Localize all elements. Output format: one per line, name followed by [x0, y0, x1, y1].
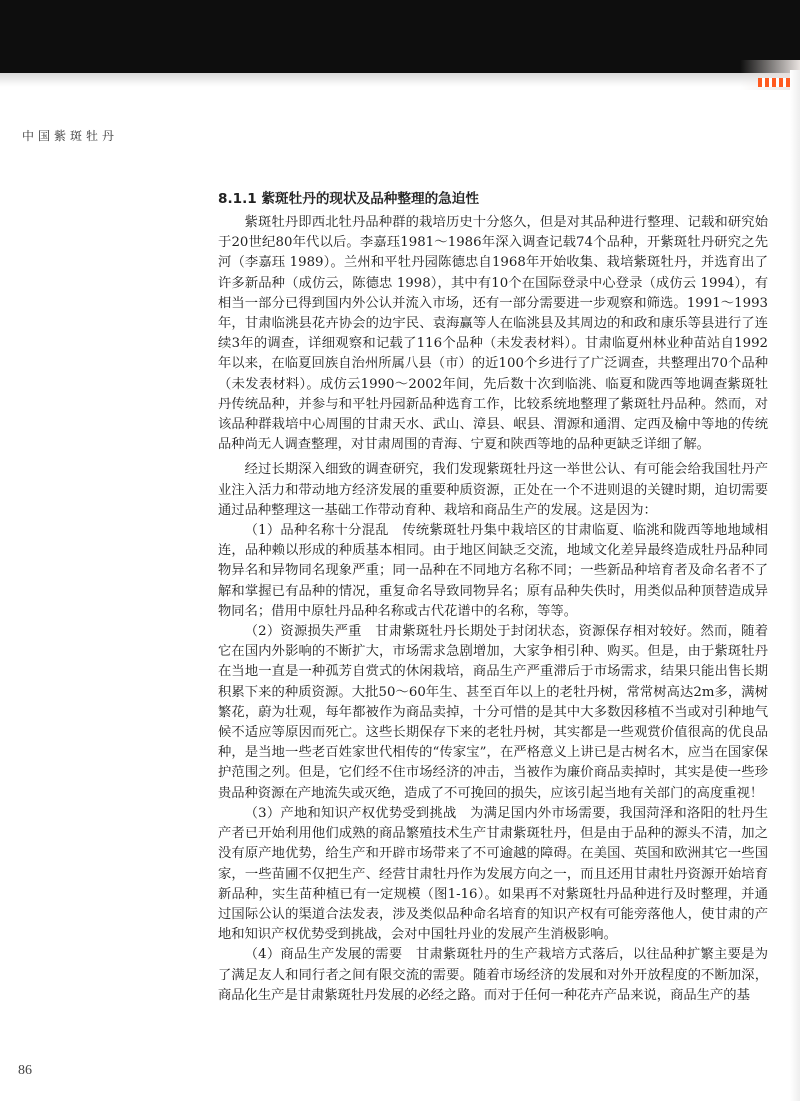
paragraph-3: （1）品种名称十分混乱 传统紫斑牡丹集中栽培区的甘肃临夏、临洮和陇西等地地域相连，品种赖以形成的种质基本相同。由于地区间缺乏交流，地域文化差异最终造成牡丹品种同物异名和异物同名现象严重；同一品种在不同地方名称不同；一些新品种培育者及命名者不了解和掌握已有品种的情况，重复命名导致同物异名；原有品种失佚时，用类似品种顶替造成异物同名；借用中原牡丹品种名称或古代花谱中的名称，等等。: [218, 523, 768, 619]
section-title: 紫斑牡丹的现状及品种整理的急迫性: [261, 191, 479, 207]
running-header: 中国紫斑牡丹: [22, 129, 119, 143]
paragraph-2: 经过长期深入细致的调查研究，我们发现紫斑牡丹这一举世公认、有可能会给我国牡丹产业注入活力和带动地方经济发展的重要种质资源，正处在一个不进则退的关键时期，迫切需要通过品种整理这一基础工作带动育种、栽培和商品生产的发展。这是因为：: [218, 462, 768, 518]
paragraph-5: （3）产地和知识产权优势受到挑战 为满足国内外市场需要，我国菏泽和洛阳的牡丹生产者已开始利用他们成熟的商品繁殖技术生产甘肃紫斑牡丹，但是由于品种的源头不清，加之没有原产地优势，给生产和开辟市场带来了不可逾越的障碍。在美国、英国和欧洲其它一些国家，一些苗圃不仅把生产、经营甘肃牡丹作为发展方向之一，而且还用甘肃牡丹资源开始培育新品种，实生苗种植已有一定规模（图1-16）。如果再不对紫斑牡丹品种进行及时整理，并通过国际公认的渠道合法发表，涉及类似品种命名培育的知识产权有可能旁落他人，使甘肃的产地和知识产权优势受到挑战，会对中国牡丹业的发展产生消极影响。: [218, 805, 768, 943]
page-number: 86: [18, 1063, 32, 1078]
page-body: [218, 189, 768, 1006]
paragraph-4: （2）资源损失严重 甘肃紫斑牡丹长期处于封闭状态，资源保存相对较好。然而，随着它在国内外影响的不断扩大，市场需求急剧增加，大家争相引种、购买。但是，由于紫斑牡丹在当地一直是一种孤芳自赏式的休闲栽培，商品生产严重滞后于市场需求，结果只能出售长期积累下来的种质资源。大批50～60年生、甚至百年以上的老牡丹树，常常树高达2m多，满树繁花，蔚为壮观，每年都被作为商品卖掉，十分可惜的是其中大多数因移植不当或对引种地气候不适应等原因而死亡。这些长期保存下来的老牡丹树，其实都是一些观赏价值很高的优良品种，是当地一些老百姓家世代相传的“传家宝”，在严格意义上讲已是古树名木，应当在国家保护范围之列。但是，它们经不住市场经济的冲击，当被作为廉价商品卖掉时，其实是使一些珍贵品种资源在产地流失或灭绝，造成了不可挽回的损失，应该引起当地有关部门的高度重视！: [218, 624, 768, 801]
section-number: 8.1.1: [218, 191, 257, 207]
section-heading: [218, 189, 768, 209]
page-right-edge: [790, 70, 800, 1101]
page-top-edge: [0, 73, 800, 87]
paragraph-6: （4）商品生产发展的需要 甘肃紫斑牡丹的生产栽培方式落后，以往品种扩繁主要是为了满足友人和同行者之间有限交流的需要。随着市场经济的发展和对外开放程度的不断加深，商品化生产是甘肃紫斑牡丹发展的必经之路。而对于任何一种花卉产品来说，商品生产的基: [218, 947, 768, 1003]
scan-background-band: [0, 0, 800, 73]
book-edge-stripes: [758, 78, 792, 87]
paragraph-1: 紫斑牡丹即西北牡丹品种群的栽培历史十分悠久，但是对其品种进行整理、记载和研究始于20世纪80年代以后。李嘉珏1981～1986年深入调查记载74个品种，开紫斑牡丹研究之先河（李嘉珏 1989）。兰州和平牡丹园陈德忠自1968年开始收集、栽培紫斑牡丹，并选育出了许多新品种（成仿云，陈德忠 1998），其中有10个在国际登录中心登录（成仿云 1994），有相当一部分已得到国内外公认并流入市场，还有一部分需要进一步观察和筛选。1991～1993年，甘肃临洮县花卉协会的边宇民、袁海赢等人在临洮县及其周边的和政和康乐等县进行了连续3年的调查，详细观察和记载了116个品种（未发表材料）。甘肃临夏州林业种苗站自1992年以来，在临夏回族自治州所属八县（市）的近100个乡进行了广泛调查，共整理出70个品种（未发表材料）。成仿云1990～2002年间，先后数十次到临洮、临夏和陇西等地调查紫斑牡丹传统品种，并参与和平牡丹园新品种选育工作，比较系统地整理了紫斑牡丹品种。然而，对该品种群栽培中心周围的甘肃天水、武山、漳县、岷县、渭源和通渭、定西及榆中等地的传统品种尚无人调查整理，对甘肃周围的青海、宁夏和陕西等地的品种更缺乏详细了解。: [218, 215, 768, 453]
